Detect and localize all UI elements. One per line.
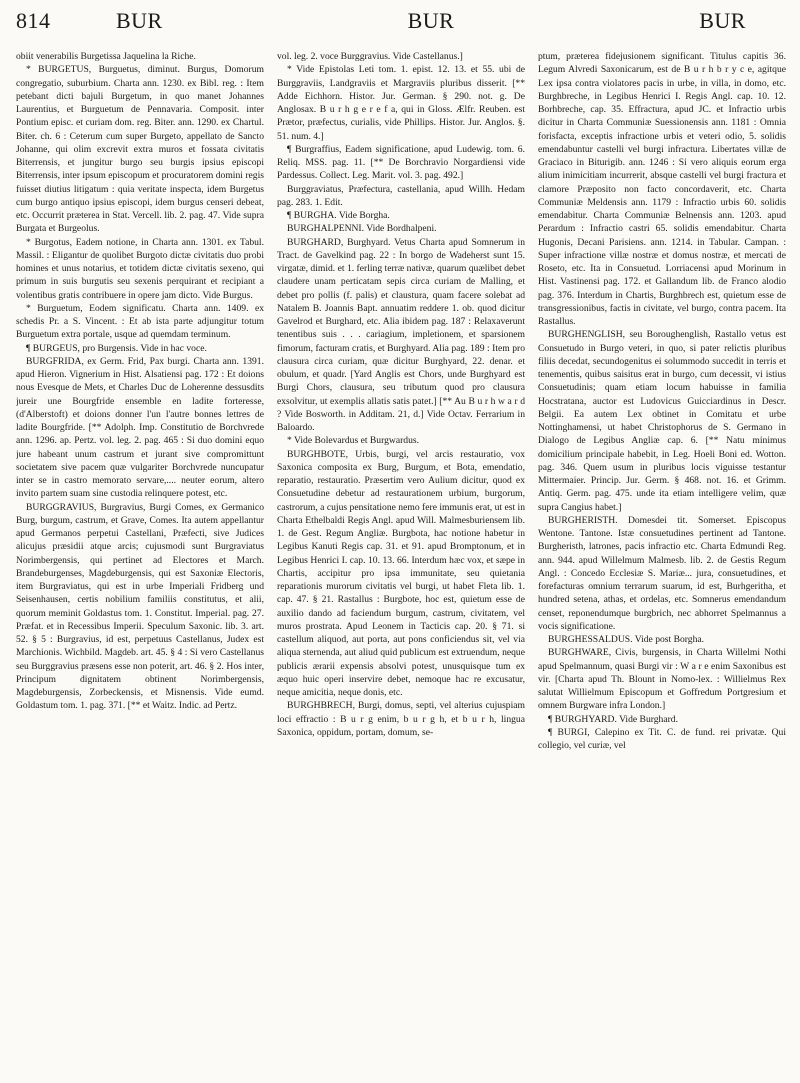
text-columns [16,50,786,1074]
entry-burgetus: * BURGETUS, Burguetus, diminut. Burgus, Domorum congregatio, suburbium. Charta ann. 1230. ex Bibl. reg. : Item petebant dicti bajuli Burgetum, in quo manet Johannes Laurentius, et Burguetum de Pennavaria. Composit. inter Pontium episc. et curiam dom. reg. Biter. ann. 1290. ex Chartul. Biter. ch. 6 : Ceterum cum super Burgeto, appellato de Sancto Johanne, qui olim excrevit extra muros et fossata civitatis Biterrensis, et jungitur burgo seu burgis ipsius episcopi Biterrensis, inter ipsum episcopum et procuratorem domini regis fuisset diutius litigatum : quia veritate inspecta, idem Burgetus cum burgo antiquo ipsius episcopi, idem burgus censeri debeat, etc. Occurrit præterea in Stat. Vercell. lib. 2. pag. 47. Vide supra Burgata et Burgeolus. [16,64,264,235]
entry-burghessaldus: BURGHESSALDUS. Vide post Borgha. [548,634,705,645]
entry-burgfrida: BURGFRIDA, ex Germ. Frid, Pax burgi. Charta ann. 1391. apud Hieron. Vignerium in Hist. Alsatiensi pag. 172 : Et doions nous Evesque de Mets, et Charles Duc de Loherenne dessusdits jureir une Bourgfride ensemble en ladite forteresse, (d'Alberstoft) et doions donner l'un l'autre bonnes lettres de ladite Bourgfride. [** Adolph. Imp. Constitutio de Borchvrede ann. 1296. ap. Pertz. vol. leg. 2. pag. 465 : Si duo domini equo jure habeant unum castrum et jurant sive compromittunt societatem sive pacem quæ vulgariter Borchvrede nuncupatur inter se in castro memorato servare,.... neuter eorum, altero invito partem suam sine custodia relinquere potest, etc. [16,355,264,500]
page-number: 814 [16,8,51,33]
column-left [16,50,264,1074]
entry-burghenglish: BURGHENGLISH, seu Boroughenglish, Rastallo vetus est Consuetudo in Burgo veteri, in quo, si pater relictis pluribus filiis decedat, secundogenitus ei solummodo succedit in terris et tenementis, quibus saisitus erat in burgo, cum decessit, vi istius Consuetudinis; quam etiam locum habuisse in familia Hocstratana, auctor est Ludovicus Guicciardinus in Descr. Belgii. Ea autem Lex obtinet in Comitatu et urbe Nottinghamensi, ut habet Christophorus de S. Germano in Dialogo de Legibus Angliæ cap. 6. [** Natu minimus domicilium principale habebit, in Leg. Hoeli Boni ed. Wotton. pag. 346. Quem usum in pluribus locis viguisse testantur Mittermaier. Princip. Jur. Germ. § 468. not. 16. et Grimm. Antiq. Germ. pag. 475. unde ita etiam intelligere velim, quæ supra Cangius habet.] [538,329,786,513]
entry-burgraffius: ¶ Burgraffius, Eadem significatione, apud Ludewig. tom. 6. Reliq. MSS. pag. 11. [** De Borchravio Norgardiensi vide Pardessus. Collect. Leg. Marit. vol. 3. pag. 492.] [277,143,525,182]
entry-burghard: BURGHARD, Burghyard. Vetus Charta apud Somnerum in Tract. de Gavelkind pag. 22 : In borgo de Wadeherst sunt 15. virgatæ, dimid. et 1. ferling terræ nativæ, quarum quælibet debet claudere unam perticatam sepis circa curiam de Malling, et debet pro pollis (f. palis) et claustura, quam facere solebat ad Natalem B. Joannis Bapt. annuatim reddere 1. ob. quod dicitur Gavelrod et Burghard, etc. Alia ibidem pag. 187 : Relaxaverunt tenentibus suis . . . cariagium, impletionem, et sparsionem fimorum, facturam cratis, et Burghyard. Alia pag. 189 : Item pro clausura circa curiam, quæ dicitur Burghyard, 22. denar. et obulum, et quadr. [Yard Anglis est Chors, unde Burghyard est Burgi Chors, clausura, seu tributum quod pro clausura exsolvitur, ut exemplis allatis satis patet.] [** Au B u r h w a r d ? Vide Bosworth. in Additam. 21, d.] Vide Octav. Ferrarium in Baloardo. [277,236,525,433]
entry-paragraph: * Vide Epistolas Leti tom. 1. epist. 12. 13. et 55. ubi de Burggraviis, Landgraviis et Margraviis pluribus disserit. [** Adde Eichhorn. Histor. Jur. German. § 290. not. g. De Anglosax. B u r h g e r e f a, qui in Gloss. Ælfr. Reuben. est Prætor, præfectus, curialis, vide Phillips. Histor. Jur. Anglos. §. 51. num. 4.] [277,64,525,142]
entry-burghalpenni: BURGHALPENNI. Vide Bordhalpeni. [287,223,437,235]
entry-paragraph: vol. leg. 2. voce Burggravius. Vide Castellanus.] [277,51,463,62]
entry-burggraviatus: Burggraviatus, Præfectura, castellania, apud Willh. Hedam pag. 283. 1. Edit. [277,183,525,208]
entry-burghware: BURGHWARE, Civis, burgensis, in Charta Willelmi Nothi apud Spelmannum, quasi Burgi vir : W a r e enim Saxonibus est vir. [Charta apud Th. Blount in Nomo-lex. : Willielmus Rex salutat Willielmum Episcopum et Goffredum Portgresium et omnem Burgware infra London.] [538,647,786,712]
entry-burghyard: ¶ BURGHYARD. Vide Burghard. [548,713,679,725]
column-middle [277,50,525,1074]
entry-burgi: ¶ BURGI, Calepino ex Tit. C. de fund. rei privatæ. Qui collegio, vel curiæ, vel [538,726,786,751]
running-head [16,8,786,50]
entry-burggravius: BURGGRAVIUS, Burgravius, Burgi Comes, ex Germanico Burg, burgum, castrum, et Grave, Comes. Ita autem appellantur apud Germanos perpetui Castellani, Præfecti, sive Judices alicujus præsidii atque arcis; cujusmodi sunt Burgraviatus Norimbergensis, qui pertinet ad Electores et March. Brandeburgenses, Magdeburgensis, qui est Saxoniæ Electoris, item Burgraviatus, qui est in urbe Imperiali Fridberg und Seisenhausen, certis nobilium familiis constitutus, et alii, quorum meminit Goldastus tom. 1. Constitut. Imperial. pag. 27. Præfat. et in Recessibus Imperii. Speculum Saxonic. lib. 3. art. 52. § 5 : Burgravius, id est, perpetuus Castellanus, Judex est Marchionis. Wichbild. Magdeb. art. 45. § 4 : Si vero Castellanus seu Burggravius præsens esse non poterit, art. 46. § 2. Hos inter, Principum dignitatem obtinent Norimbergensis, Magdeburgensis, Zorbeckensis, et Misnensis. Vide eumd. Goldastum tom. 1. pag. 371. [** et Waitz. Indic. ad Pertz. [16,501,264,712]
running-head-right: BUR [699,8,746,33]
entry-paragraph: * Vide Bolevardus et Burgwardus. [287,435,420,447]
entry-burgeus: ¶ BURGEUS, pro Burgensis. Vide in hac voce. [26,342,207,354]
entry-paragraph: obiit venerabilis Burgetissa Jaquelina la Riche. [16,51,196,62]
column-right [538,50,786,1074]
entry-burghbote: BURGHBOTE, Urbis, burgi, vel arcis restauratio, vox Saxonica composita ex Burg, Burgum, et Bota, emendatio, reparatio, restauratio. Præsertim vero Aulium dicitur, quod ex Consuetudine debetur ad restaurationem urbium, burgorum, castrorum, a cujus pensitatione nemo fere immunis erat, ut est in Charta Ethelbaldi Regis Angl. apud Will. Malmesburiensem lib. 1. de Gest. Regum Angliæ. Burgbota, hac notione habetur in Legibus Kanuti Regis cap. 31. et 91. apud Bromptonum, et in Legibus Henrici I. cap. 10. 13. 66. Interdum hæc vox, et sæpe in Chartis, accipitur pro ipsa immunitate, seu quietania reparationis murorum civitatis vel burgi, ut habet Fleta lib. 1. cap. 47. § 21. Rastallus : Burgbote, hoc est, quietum esse de auxilio dando ad faciendum burgum, castrum, civitatem, vel muros prostrata. Apud Leonem in Tacticis cap. 20. § 71. si castellum aliquod, aut porta, aut pons conficiendus sit, vel via aliqua sternenda, aut aliud quid publicum est extruendum, neque publicis ærarii expensis absolvi potest, unusquisque tum ex æquo huic operi inservire debet, nemoque hac re excusatur, neque amicitia, neque donis, etc. [277,448,525,698]
entry-burgotus: * Burgotus, Eadem notione, in Charta ann. 1301. ex Tabul. Massil. : Eligantur de quolibet Burgoto dictæ civitatis duo probi homines et unus notarius, et totidem dictæ civitatis sexeno, qui primum in suis burgutis seu sexenis perquirant et recipiant a volentibus gratis contribuere in opere jam dicto. Vide Burgus. [16,236,264,301]
entry-burgha: ¶ BURGHA. Vide Borgha. [287,210,390,221]
entry-burghbrech: BURGHBRECH, Burgi, domus, septi, vel alterius cujuspiam loci effractio : B u r g enim, b u r g h, et b u r h, lingua Saxonica, oppidum, portam, domum, se- [277,700,525,738]
entry-paragraph: ptum, præterea fidejusionem significant. Titulus capitis 36. Legum Alvredi Saxonicarum, est de B u r h b r y c e, agitque Lex ipsa contra violatores pacis in urbe, in villa, in domo, etc. Burghbreche, in Legibus Henrici I. Regis Angl. cap. 10. 12. Borhbreche, cap. 35. Effractura, apud JC. et Infractio urbis dicitur in Charta Communiæ Suessionensis ann. 1181 : Omnia forisfacta, exceptis infractione urbis et veteri odio, 5. solidis emendabuntur castelli vel burgi infractura. Libertates villæ de Graciaco in Biturigib. ann. 1246 : Si vero aliquis eorum erga alium inimicitiam incurrerit, absque castelli vel burgi fractura et clamore Præposito non facto concordaverit, etc. Charta Communiæ Meldensis ann. 1179 : Infractio urbis 60. solidis emendabitur. Charta Communiæ Belnensis ann. 1203. apud Perardum : Infractio castri 65. solidis emendabitur. Charta Hugonis, Decani Parisiens. ann. 1214. in Tabular. Campan. : Super infractione villæ nostræ et domus nostræ, et mercati de Roseto, etc. Ita in Consuetud. Lorriacensi apud Morinum in Hist. Vastinensi pag. 172. et Gallandum lib. de Franco alodio pag. 376. Interdum in Chartis, Burghbrech est, quietum esse de transgressionibus, factis in civitate, vel burgo, contra pacem. Ita Rastallus. [538,51,786,327]
running-head-left: BUR [116,8,163,33]
running-head-center: BUR [407,8,455,33]
entry-burguetum: * Burguetum, Eodem significatu. Charta ann. 1409. ex schedis Pr. a S. Vincent. : Et ab ista parte adjungitur totum Burguetum extra portale, usque ad quemdam terminum. [16,302,264,341]
entry-burgheristh: BURGHERISTH. Domesdei tit. Somerset. Episcopus Wentone. Tantone. Istæ consuetudines pertinent ad Tantone. Burgheristh, latrones, pacis infractio etc. Charta Edmundi Reg. ann. 944. apud Willelmum Malmesb. lib. 2. de Gestis Regum Angl. : Concedo Ecclesiæ S. Mariæ... jura, consuetudines, et forefacturas omnium terrarum suarum, id est, Burhgeritha, et hundred setena, athas, et ordelas, etc. Somnerus emendandum censet, reponendumque burgbrich, nec abhorret Spelmannus a vocis significatione. [538,514,786,632]
